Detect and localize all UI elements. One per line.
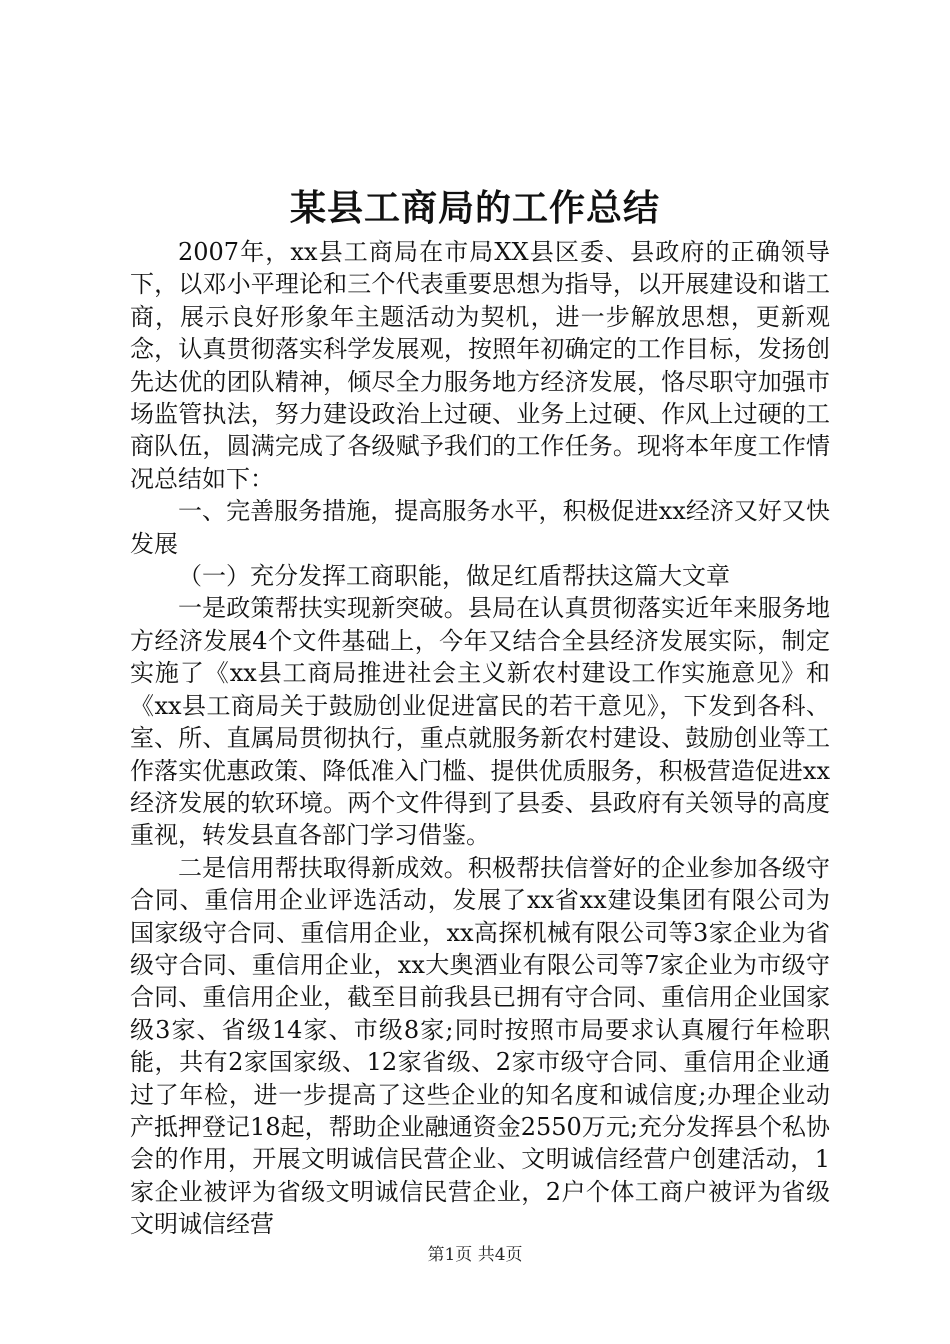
document-body — [130, 236, 830, 1241]
section-heading: 一、完善服务措施，提高服务水平，积极促进xx经济又好又快发展 — [130, 497, 830, 558]
document-title: 某县工商局的工作总结 — [289, 187, 660, 229]
page-number-footer: 第1页 共4页 — [427, 1245, 523, 1265]
policy-paragraph: 一是政策帮扶实现新突破。县局在认真贯彻落实近年来服务地方经济发展4个文件基础上，今年又结合全县经济发展实际，制定实施了《xx县工商局推进社会主义新农村建设工作实施意见》和《xx县工商局关于鼓励创业促进富民的若干意见》，下发到各科、室、所、直属局贯彻执行，重点就服务新农村建设、鼓励创业等工作落实优惠政策、降低准入门槛、提供优质服务，积极营造促进xx经济发展的软环境。两个文件得到了县委、县政府有关领导的高度重视，转发县直各部门学习借鉴。 — [130, 594, 830, 850]
credit-paragraph: 二是信用帮扶取得新成效。积极帮扶信誉好的企业参加各级守合同、重信用企业评选活动，发展了xx省xx建设集团有限公司为国家级守合同、重信用企业，xx高探机械有限公司等3家企业为省级守合同、重信用企业，xx大奥酒业有限公司等7家企业为市级守合同、重信用企业，截至目前我县已拥有守合同、重信用企业国家级3家、省级14家、市级8家;同时按照市局要求认真履行年检职能，共有2家国家级、12家省级、2家市级守合同、重信用企业通过了年检，进一步提高了这些企业的知名度和诚信度;办理企业动产抵押登记18起，帮助企业融通资金2550万元;充分发挥县个私协会的作用，开展文明诚信民营企业、文明诚信经营户创建活动，1家企业被评为省级文明诚信民营企业，2户个体工商户被评为省级文明诚信经营 — [130, 853, 830, 1239]
subsection-heading: （一）充分发挥工商职能，做足红盾帮扶这篇大文章 — [178, 562, 730, 591]
intro-paragraph: 2007年，xx县工商局在市局XX县区委、县政府的正确领导下，以邓小平理论和三个代表重要思想为指导，以开展建设和谐工商，展示良好形象年主题活动为契机，进一步解放思想，更新观念，认真贯彻落实科学发展观，按照年初确定的工作目标，发扬创先达优的团队精神，倾尽全力服务地方经济发展，恪尽职守加强市场监管执法，努力建设政治上过硬、业务上过硬、作风上过硬的工商队伍，圆满完成了各级赋予我们的工作任务。现将本年度工作情况总结如下： — [130, 238, 830, 493]
